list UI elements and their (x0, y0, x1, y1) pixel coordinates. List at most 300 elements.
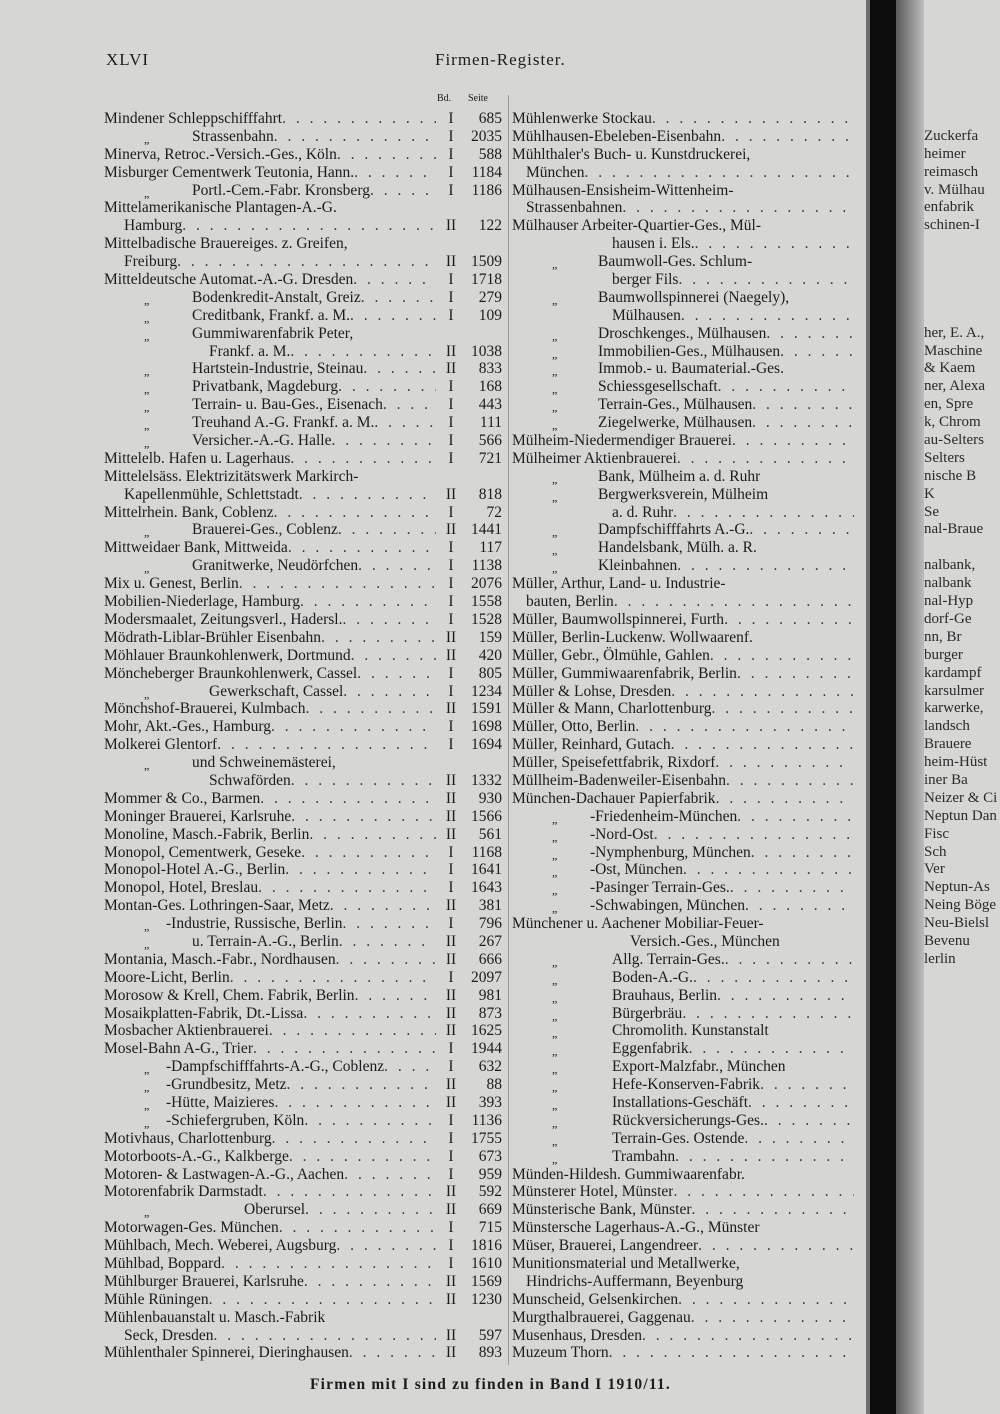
entry-volume: I (448, 1111, 454, 1129)
entry-volume: I (448, 843, 454, 861)
entry-volume: I (448, 682, 454, 700)
entry-volume: I (448, 557, 454, 575)
dot-leader (290, 450, 436, 468)
ditto-mark: „ (552, 847, 558, 862)
entry-page: 381 (478, 897, 502, 915)
entry-name: -Nymphenburg, München (590, 843, 751, 861)
register-entry (104, 1094, 502, 1112)
entry-volume: I (448, 414, 454, 432)
entry-page: 159 (478, 628, 502, 646)
entry-volume (436, 1309, 466, 1327)
facing-page-text: Se (924, 503, 939, 520)
entry-volume: II (445, 521, 457, 539)
dot-leader (717, 987, 854, 1005)
entry-volume: II (445, 1183, 457, 1201)
entry-volume: I (448, 575, 454, 593)
entry-volume: II (445, 700, 457, 718)
entry-page: 109 (478, 306, 502, 324)
entry-name: Mülhausen (612, 306, 681, 324)
register-entry (104, 378, 502, 396)
entry-volume: II (445, 628, 457, 646)
entry-name: Münchener u. Aachener Mobiliar-Feuer- (512, 915, 764, 933)
register-entry (104, 1166, 502, 1184)
register-entry (512, 450, 854, 468)
entry-name: Morosow & Krell, Chem. Fabrik, Berlin (104, 986, 355, 1004)
dot-leader (725, 951, 854, 969)
entry-name: -Ost, München (590, 861, 683, 879)
entry-name: Strassenbahn (192, 127, 274, 145)
facing-page-text: Brauere (924, 736, 972, 753)
ditto-mark: „ (552, 883, 558, 898)
entry-volume: I (448, 1219, 454, 1237)
entry-name: Hamburg (124, 217, 183, 235)
entry-page: 1136 (471, 1111, 502, 1129)
dot-leader (304, 1112, 436, 1130)
entry-name: Möncheberger Braunkohlenwerk, Cassel (104, 664, 358, 682)
register-entry (512, 808, 854, 826)
dot-leader (230, 969, 436, 987)
entry-name: Müller, Baumwollspinnerei, Furth (512, 610, 725, 628)
entry-page: 673 (478, 1147, 502, 1165)
dot-leader (683, 861, 854, 879)
entry-name: München-Dachauer Papierfabrik (512, 789, 716, 807)
register-entry (104, 1327, 502, 1345)
dot-leader (357, 665, 436, 683)
register-entry (104, 969, 502, 987)
register-entry (104, 486, 502, 504)
dot-leader (253, 1040, 436, 1058)
register-entry (512, 271, 854, 289)
dot-leader (750, 146, 854, 164)
entry-name: Chromolith. Kunstanstalt (612, 1022, 769, 1040)
dot-leader (737, 808, 854, 826)
entry-name: Rückversicherungs-Ges. (612, 1111, 764, 1129)
register-entry (104, 808, 502, 826)
ditto-mark: „ (552, 561, 558, 576)
ditto-mark: „ (552, 400, 558, 415)
entry-name: a. d. Ruhr (612, 503, 674, 521)
ditto-mark: „ (552, 418, 558, 433)
entry-page: 1332 (471, 771, 502, 789)
footer-note: Firmen mit I sind zu finden in Band I 1910/11. (310, 1376, 671, 1393)
register-entry (104, 1237, 502, 1255)
entry-name: Versich.-Ges., München (630, 932, 780, 950)
dot-leader (677, 450, 854, 468)
register-entry (512, 647, 854, 665)
entry-page: 981 (478, 986, 502, 1004)
facing-page-text (896, 235, 1000, 253)
entry-name: Brauerei-Ges., Coblenz (192, 521, 338, 539)
dot-leader (711, 700, 854, 718)
entry-volume: I (448, 736, 454, 754)
entry-page: 632 (478, 1058, 502, 1076)
ditto-mark: „ (144, 686, 150, 701)
register-entry (512, 1291, 854, 1309)
entry-page: 833 (478, 360, 502, 378)
entry-name: Mönchshof-Brauerei, Kulmbach (104, 700, 306, 718)
register-entry (512, 593, 854, 611)
facing-page-text: karwerke, (924, 700, 984, 717)
register-entry (104, 1344, 502, 1362)
dot-leader (342, 611, 436, 629)
entry-volume: I (448, 288, 454, 306)
entry-page: 796 (478, 915, 502, 933)
entry-volume: II (445, 897, 457, 915)
dot-leader (217, 736, 436, 754)
entry-volume: I (448, 539, 454, 557)
entry-volume: II (445, 932, 457, 950)
ditto-mark: „ (552, 543, 558, 558)
entry-name: u. Terrain-A.-G., Berlin (192, 932, 339, 950)
entry-volume: I (448, 718, 454, 736)
register-entry (104, 718, 502, 736)
facing-page-text: lerlin (924, 950, 956, 967)
entry-page: 1558 (471, 593, 502, 611)
entry-page: 267 (478, 932, 502, 950)
dot-leader (740, 1255, 854, 1273)
facing-page-text: heimer (924, 145, 966, 162)
facing-page-text: v. Mülhau (924, 181, 985, 198)
register-entry (512, 951, 854, 969)
entry-volume: I (448, 271, 454, 289)
entry-page: 873 (478, 1004, 502, 1022)
dot-leader (358, 557, 436, 575)
entry-volume (436, 235, 466, 253)
dot-leader (350, 307, 436, 325)
facing-page-text: schinen-I (924, 217, 980, 234)
register-entry (104, 647, 502, 665)
dot-leader (301, 844, 436, 862)
dot-leader (730, 879, 854, 897)
register-entry (512, 790, 854, 808)
register-entry (512, 307, 854, 325)
entry-volume: II (445, 1344, 457, 1362)
dot-leader (325, 1309, 436, 1327)
entry-name: Monoline, Masch.-Fabrik, Berlin (104, 825, 310, 843)
dot-leader (737, 665, 854, 683)
register-entry (104, 1255, 502, 1273)
register-entry (104, 1291, 502, 1309)
register-entry (104, 396, 502, 414)
entry-page: 930 (478, 789, 502, 807)
entry-page: 1186 (471, 181, 502, 199)
entry-name: Mosel-Bahn A-G., Trier (104, 1040, 253, 1058)
ditto-mark: „ (552, 1133, 558, 1148)
ditto-mark: „ (552, 471, 558, 486)
entry-page: 2097 (471, 968, 502, 986)
entry-name: Moninger Brauerei, Karlsruhe (104, 807, 292, 825)
register-entry (104, 1058, 502, 1076)
register-entry (512, 933, 854, 951)
register-entry (512, 1255, 854, 1273)
entry-name: Hindrichs-Auffermann, Beyenburg (526, 1272, 744, 1290)
register-entry (104, 128, 502, 146)
dot-leader (718, 378, 854, 396)
entry-name: Treuhand A.-G. Frankf. a. M. (192, 414, 375, 432)
dot-leader (355, 987, 436, 1005)
dot-leader (274, 1094, 436, 1112)
dot-leader (780, 343, 854, 361)
register-entry (512, 879, 854, 897)
entry-volume: II (445, 360, 457, 378)
entry-volume: II (445, 1022, 457, 1040)
entry-page: 72 (486, 503, 502, 521)
entry-volume: I (448, 127, 454, 145)
entry-page: 2076 (471, 575, 502, 593)
dot-leader (764, 1112, 854, 1130)
entry-name: hausen i. Els. (612, 235, 695, 253)
ditto-mark: „ (552, 364, 558, 379)
register-entry (512, 1219, 854, 1237)
entry-page: 111 (479, 414, 502, 432)
ditto-mark: „ (144, 1115, 150, 1130)
entry-volume: I (448, 1058, 454, 1076)
register-entry (104, 432, 502, 450)
dot-leader (303, 1005, 436, 1023)
register-entry (512, 1148, 854, 1166)
register-column-left (104, 110, 502, 1362)
column-divider (508, 95, 509, 1365)
entry-name: Immobilien-Ges., Mülhausen (598, 342, 781, 360)
register-entry (104, 1219, 502, 1237)
entry-name: Münden-Hildesh. Gummiwaarenfabr. (512, 1165, 745, 1183)
entry-volume (436, 754, 466, 772)
entry-page: 1038 (471, 342, 502, 360)
entry-page: 1816 (471, 1237, 502, 1255)
dot-leader (336, 951, 436, 969)
entry-volume: II (445, 1326, 457, 1344)
facing-page-text: dorf-Ge (924, 610, 972, 627)
dot-leader (585, 164, 854, 182)
entry-name: Motoren- & Lastwagen-A.-G., Aachen (104, 1165, 345, 1183)
register-entry (104, 539, 502, 557)
register-entry (512, 1183, 854, 1201)
register-entry (104, 504, 502, 522)
dot-leader (351, 647, 436, 665)
entry-name: Mittelrhein. Bank, Coblenz (104, 503, 274, 521)
column-header-page: Seite (468, 93, 488, 104)
entry-name: Mittelelsäss. Elektrizitätswerk Markirch- (104, 467, 359, 485)
dot-leader (291, 808, 436, 826)
dot-leader (260, 790, 436, 808)
entry-name: Bürgerbräu (612, 1004, 683, 1022)
dot-leader (274, 504, 436, 522)
ditto-mark: „ (144, 919, 150, 934)
entry-page: 1641 (471, 861, 502, 879)
entry-volume: I (448, 1237, 454, 1255)
entry-volume: II (445, 825, 457, 843)
dot-leader (753, 629, 854, 647)
entry-name: Bank, Mülheim a. d. Ruhr (598, 467, 761, 485)
entry-name: Mülhausen-Ensisheim-Wittenheim- (512, 181, 734, 199)
dot-leader (384, 1058, 436, 1076)
entry-volume: I (448, 861, 454, 879)
entry-name: Müller, Reinhard, Gutach (512, 736, 671, 754)
entry-name: Bergwerksverein, Mülheim (598, 485, 769, 503)
entry-page (466, 235, 502, 253)
register-entry (512, 754, 854, 772)
facing-page-text: au-Selters (924, 432, 984, 449)
entry-name: Bodenkredit-Anstalt, Greiz (192, 288, 361, 306)
entry-name: Mülheimer Aktienbrauerei (512, 449, 677, 467)
dot-leader (214, 1327, 436, 1345)
entry-page: 1184 (471, 163, 502, 181)
register-entry (512, 253, 854, 271)
register-entry (512, 289, 854, 307)
dot-leader (769, 1022, 854, 1040)
facing-page-text: burger (924, 646, 963, 663)
entry-volume: I (448, 145, 454, 163)
entry-volume: II (445, 1093, 457, 1111)
entry-page (466, 325, 502, 343)
register-entry (104, 951, 502, 969)
register-entry (512, 1237, 854, 1255)
register-entry (512, 128, 854, 146)
entry-name: Seck, Dresden (124, 1326, 214, 1344)
register-entry (104, 915, 502, 933)
dot-leader (726, 575, 854, 593)
entry-page: 566 (478, 432, 502, 450)
entry-name: Droschkenges., Mülhausen (598, 324, 767, 342)
dot-leader (274, 128, 436, 146)
entry-name: Handelsbank, Mülh. a. R. (598, 539, 757, 557)
entry-volume: II (445, 1076, 457, 1094)
dot-leader (752, 414, 854, 432)
entry-name: Mindener Schleppschifffahrt (104, 110, 283, 127)
ditto-mark: „ (144, 364, 150, 379)
register-entry (512, 736, 854, 754)
entry-volume (436, 199, 466, 217)
entry-name: und Schweinemästerei, (192, 754, 336, 772)
dot-leader (177, 253, 436, 271)
dot-leader (337, 199, 436, 217)
entry-volume: II (445, 789, 457, 807)
dot-leader (789, 289, 854, 307)
register-entry (104, 772, 502, 790)
dot-leader (336, 1237, 436, 1255)
dot-leader (338, 378, 436, 396)
facing-page-text: ner, Alexa (924, 378, 986, 395)
dot-leader (343, 683, 436, 701)
entry-page: 893 (478, 1344, 502, 1362)
ditto-mark: „ (552, 1115, 558, 1130)
entry-name: Münstersche Lagerhaus-A.-G., Münster (512, 1219, 760, 1237)
entry-page: 818 (478, 485, 502, 503)
register-entry (104, 987, 502, 1005)
entry-name: Strassenbahnen (526, 199, 623, 217)
register-entry (512, 504, 854, 522)
facing-page-text: nalbank (924, 575, 972, 592)
entry-name: Monopol-Hotel A.-G., Berlin (104, 861, 286, 879)
entry-page: 1441 (471, 521, 502, 539)
facing-page-text: Selters (924, 449, 965, 466)
entry-name: Mitteldeutsche Automat.-A.-G. Dresden (104, 271, 354, 289)
entry-name: Mommer & Co., Barmen (104, 789, 261, 807)
register-entry (512, 414, 854, 432)
entry-name: Möhlauer Braunkohlenwerk, Dortmund (104, 646, 351, 664)
dot-leader (304, 1273, 436, 1291)
dot-leader (305, 1201, 436, 1219)
entry-page: 721 (478, 449, 502, 467)
ditto-mark: „ (144, 1097, 150, 1112)
dot-leader (269, 1022, 436, 1040)
register-entry (512, 146, 854, 164)
register-entry (104, 665, 502, 683)
dot-leader (363, 360, 436, 378)
entry-name: Montan-Ges. Lothringen-Saar, Metz (104, 897, 330, 915)
facing-page-text: Neptun Dan (924, 807, 997, 824)
facing-page-text: k, Chrom (924, 414, 981, 431)
entry-name: Mühlenthaler Spinnerei, Dieringhausen (104, 1344, 349, 1362)
entry-page: 1755 (471, 1129, 502, 1147)
entry-name: Molkerei Glentorf (104, 736, 218, 754)
entry-volume: II (445, 1272, 457, 1290)
dot-leader (353, 271, 436, 289)
entry-name: Mülhauser Arbeiter-Quartier-Ges., Mül- (512, 217, 762, 235)
facing-page-text: & Kaem (924, 360, 976, 377)
entry-name: Motorenfabrik Darmstadt (104, 1183, 263, 1201)
entry-name: Versicher.-A.-G. Halle (192, 432, 332, 450)
entry-page: 1698 (471, 718, 502, 736)
register-entry (104, 879, 502, 897)
entry-name: Mohr, Akt.-Ges., Hamburg (104, 718, 271, 736)
facing-page-text: Neu-Bielsl (924, 915, 989, 932)
entry-page: 1168 (471, 843, 502, 861)
register-entry (104, 199, 502, 217)
register-entry (104, 844, 502, 862)
facing-page-text: her, E. A., (924, 324, 985, 341)
page-number: XLVI (106, 50, 150, 69)
dot-leader (354, 164, 436, 182)
facing-page-text (896, 289, 1000, 307)
dot-leader (182, 217, 436, 235)
entry-name: Montania, Masch.-Fabr., Nordhausen (104, 950, 336, 968)
dot-leader (239, 575, 436, 593)
entry-name: Mühlhausen-Ebeleben-Eisenbahn (512, 127, 722, 145)
book-binding (870, 0, 896, 1414)
entry-name: Munitionsmaterial und Metallwerke, (512, 1255, 740, 1272)
entry-volume: I (448, 664, 454, 682)
dot-leader (760, 468, 854, 486)
entry-name: Müller & Mann, Charlottenburg (512, 700, 712, 718)
entry-name: Mosaikplatten-Fabrik, Dt.-Lissa (104, 1004, 304, 1022)
dot-leader (287, 1076, 436, 1094)
entry-page: 1694 (471, 736, 502, 754)
dot-leader (677, 557, 854, 575)
entry-name: Dampfschifffahrts A.-G. (598, 521, 750, 539)
entry-volume: II (445, 342, 457, 360)
register-entry (512, 521, 854, 539)
entry-page: 592 (478, 1183, 502, 1201)
register-entry (512, 987, 854, 1005)
dot-leader (691, 1309, 854, 1327)
facing-page-text: iner Ba (924, 771, 968, 788)
entry-volume: I (448, 378, 454, 396)
ditto-mark: „ (144, 1080, 150, 1095)
entry-page: 88 (486, 1076, 502, 1094)
entry-page (466, 1309, 502, 1327)
register-entry (104, 1040, 502, 1058)
entry-name: Brauhaus, Berlin (612, 986, 718, 1004)
register-entry (104, 593, 502, 611)
entry-volume: I (448, 1040, 454, 1058)
register-entry (104, 557, 502, 575)
register-entry (512, 611, 854, 629)
entry-name: Mödrath-Liblar-Brühler Eisenbahn (104, 628, 322, 646)
ditto-mark: „ (144, 185, 150, 200)
register-entry (104, 253, 502, 271)
dot-leader (290, 343, 436, 361)
